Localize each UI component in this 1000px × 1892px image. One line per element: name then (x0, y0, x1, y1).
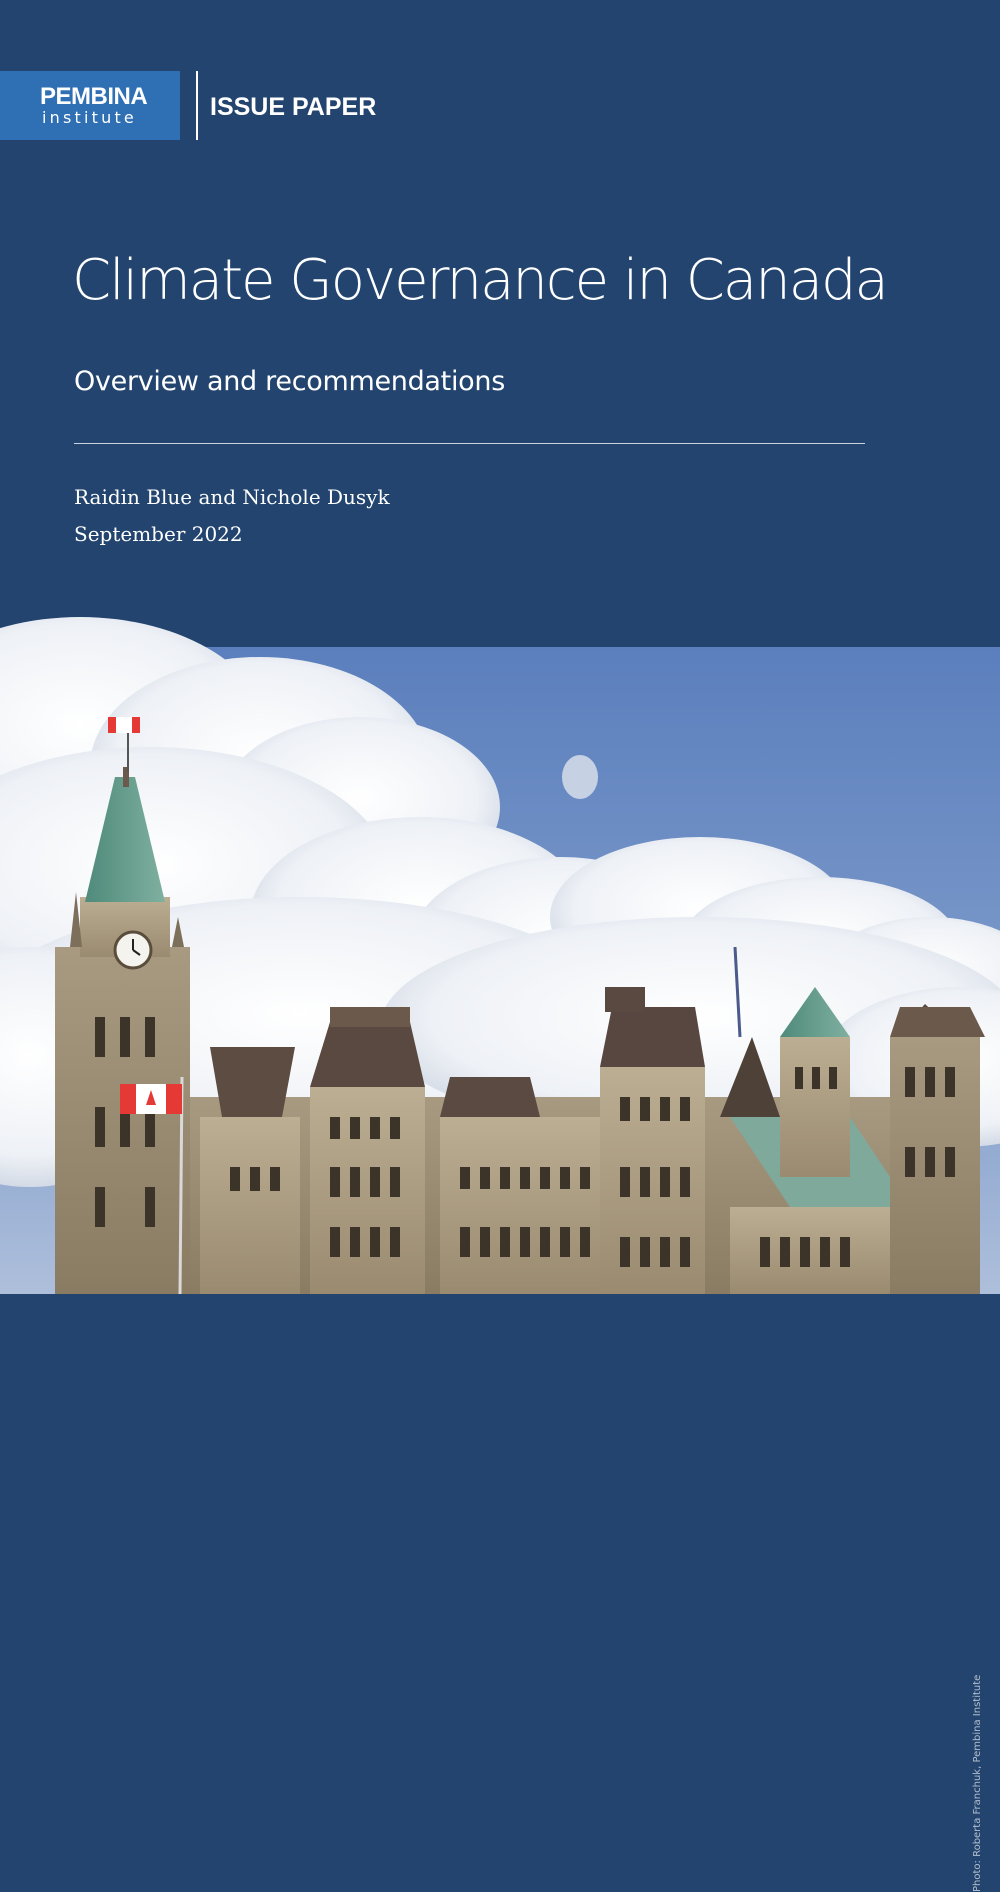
photo-credit: Photo: Roberta Franchuk, Pembina Institute (972, 1674, 983, 1892)
document-subtitle: Overview and recommendations (74, 366, 505, 397)
document-title: Climate Governance in Canada (72, 248, 887, 313)
parliament-photo (0, 647, 1000, 1892)
cover-header-panel (0, 0, 1000, 647)
logo-subtitle: institute (42, 108, 137, 127)
parliament-illustration (0, 647, 1000, 1294)
publication-date: September 2022 (74, 522, 243, 546)
document-type-label: ISSUE PAPER (210, 93, 377, 121)
pembina-logo (0, 71, 180, 140)
logo-divider (196, 71, 198, 140)
title-divider (74, 443, 865, 444)
authors-line: Raidin Blue and Nichole Dusyk (74, 485, 390, 509)
logo-name: PEMBINA (40, 83, 148, 110)
